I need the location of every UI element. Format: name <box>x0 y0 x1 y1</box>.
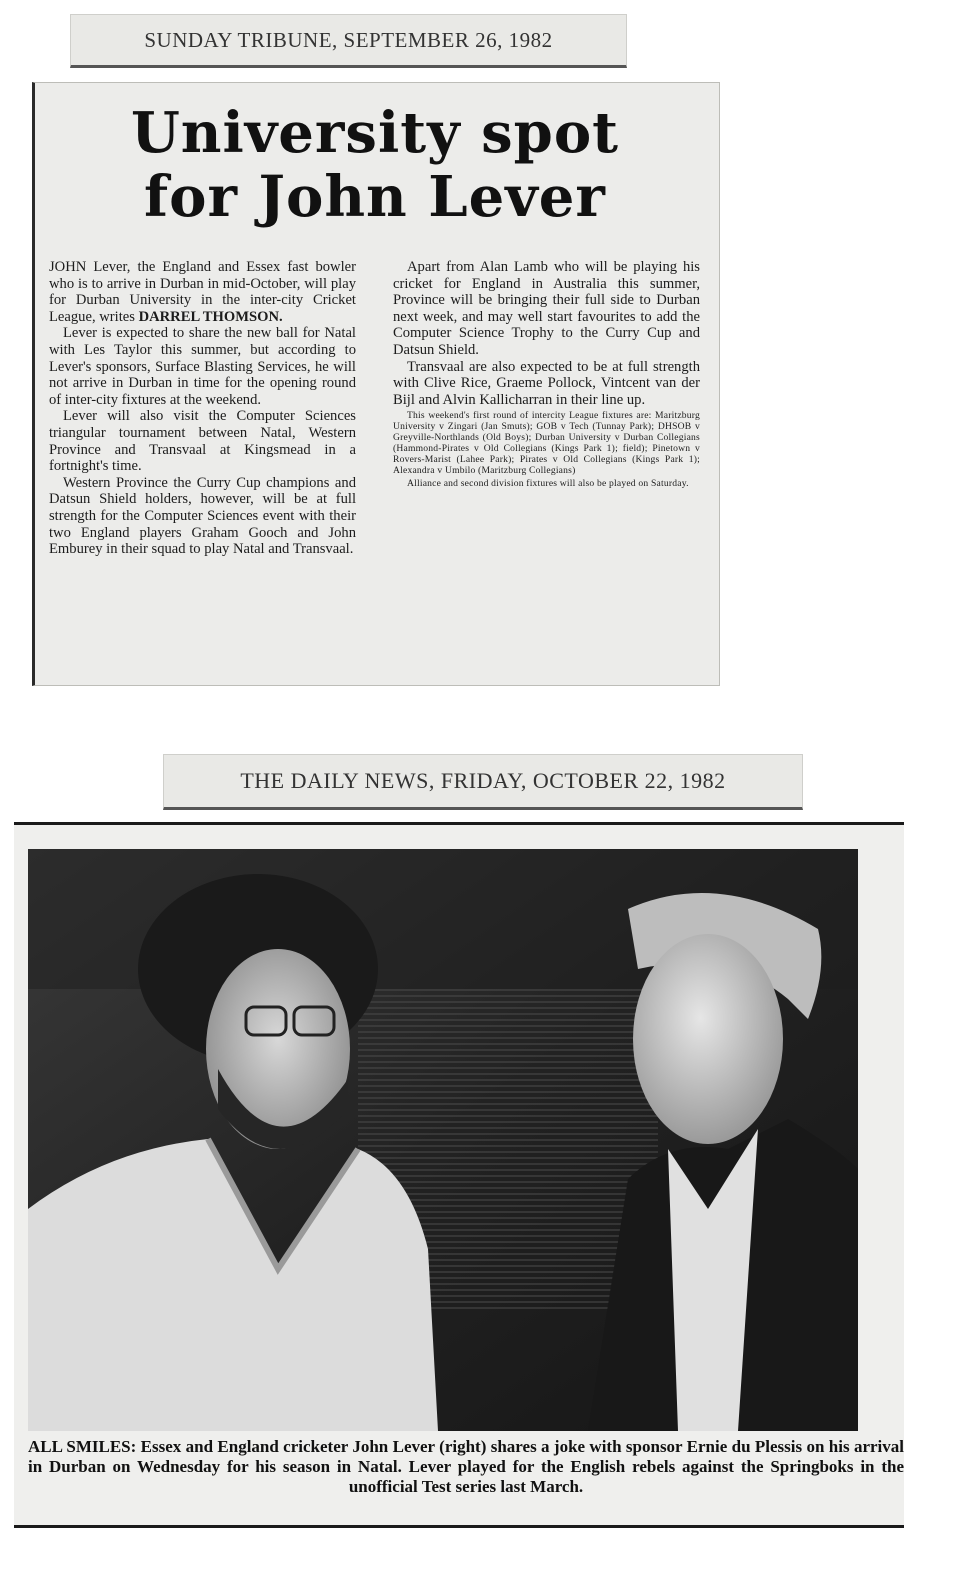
headline <box>75 101 675 229</box>
paragraph-3: Lever will also visit the Computer Sciences triangular tournament between Natal, Western Province and Transvaal at Kingsmead in a fortnight's time. <box>49 408 356 475</box>
press-photo <box>28 849 858 1431</box>
paragraph-5: Apart from Alan Lamb who will be playing his cricket for England in Australia this summer, Province will be bringing their full side to Durban next week, and may well start favourites to add the Computer Science Trophy to the Curry Cup and Datsun Shield. <box>393 259 700 358</box>
article-column-right <box>393 259 700 489</box>
paragraph-1 <box>49 259 356 325</box>
photo-clipping <box>14 822 904 1528</box>
photo-caption: ALL SMILES: Essex and England cricketer John Lever (right) shares a joke with sponsor Ernie du Plessis on his arrival in Durban on Wednesday for his season in Natal. Lever played for the English rebels against the Springboks in the unofficial Test series last March. <box>28 1437 904 1496</box>
article-clipping <box>32 82 720 686</box>
headline-line-1: University spot <box>130 100 620 166</box>
photo-illustration <box>28 849 858 1431</box>
masthead-sunday-tribune: SUNDAY TRIBUNE, SEPTEMBER 26, 1982 <box>70 14 627 68</box>
masthead-daily-news: THE DAILY NEWS, FRIDAY, OCTOBER 22, 1982 <box>163 754 803 810</box>
headline-line-2: for John Lever <box>144 164 606 230</box>
fixtures-note: Alliance and second division fixtures will also be played on Saturday. <box>407 478 689 490</box>
fixtures-list: This weekend's first round of intercity League fixtures are: Maritzburg University v Zingari (Jan Smuts); GOB v Tech (Tunnay Park); DHSOB v Greyville-Northlands (Old Boys); Durban University v Durban Collegians (Hammond-Pirates v Old Collegians (Kings Park 1); field); Pinetown v Rovers-Marist (Lahee Park); Pirates v Old Collegians (Kings Park 1); Alexandra v Umbilo (Maritzburg Collegians) <box>393 410 700 477</box>
paragraph-2: Lever is expected to share the new ball for Natal with Les Taylor this summer, but according to Lever's sponsors, Surface Blasting Services, he will not arrive in Durban in time for the opening round of inter-city fixtures at the weekend. <box>49 325 356 408</box>
paragraph-1-text: JOHN Lever, the England and Essex fast bowler who is to arrive in Durban in mid-October, will play for Durban University in the inter-city Cricket League, writes <box>49 259 356 325</box>
paragraph-6: Transvaal are also expected to be at full strength with Clive Rice, Graeme Pollock, Vintcent van der Bijl and Alvin Kallicharran in their line up. <box>393 358 700 408</box>
byline: DARREL THOMSON. <box>138 308 283 325</box>
paragraph-4: Western Province the Curry Cup champions and Datsun Shield holders, however, will be at full strength for the Computer Sciences event with their two England players Graham Gooch and John Emburey in their squad to play Natal and Transvaal. <box>49 474 356 558</box>
article-column-left <box>49 259 356 558</box>
